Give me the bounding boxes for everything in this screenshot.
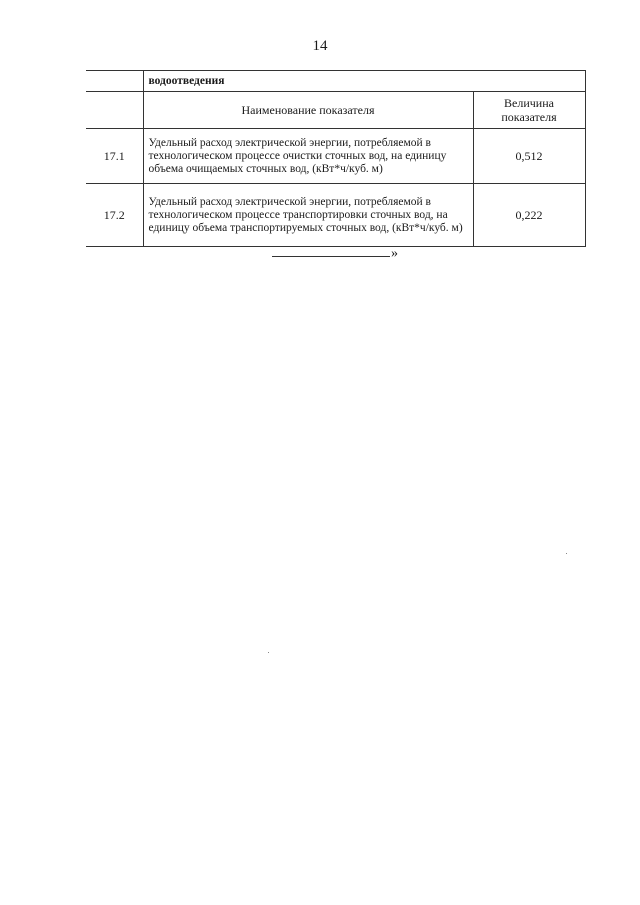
section-title: водоотведения: [143, 71, 585, 92]
page-number: 14: [312, 38, 328, 54]
header-num-cell: [86, 92, 143, 129]
closing-line: [272, 246, 390, 257]
table-row: [86, 184, 585, 247]
row-indicator-name: Удельный расход электрической энергии, потребляемой в технологическом процессе транспортировки сточных вод, на единицу объема транспортируемых сточных вод, (кВт*ч/куб. м): [143, 184, 473, 247]
row-indicator-name: Удельный расход электрической энергии, потребляемой в технологическом процессе очистки сточных вод, на единицу объема очищаемых сточных вод, (кВт*ч/куб. м): [143, 129, 473, 184]
scan-speck: [268, 652, 269, 653]
header-name: Наименование показателя: [143, 92, 473, 129]
header-value: Величина показателя: [473, 92, 585, 129]
indicator-table: [86, 70, 586, 247]
closing-quote: »: [391, 246, 398, 261]
row-number: 17.1: [86, 129, 143, 184]
table-row: [86, 129, 585, 184]
closing-mark: [272, 245, 398, 262]
row-indicator-value: 0,512: [473, 129, 585, 184]
scan-speck: [566, 553, 567, 554]
row-number: 17.2: [86, 184, 143, 247]
row-indicator-value: 0,222: [473, 184, 585, 247]
section-row: [86, 71, 585, 92]
section-num-cell: [86, 71, 143, 92]
header-row: [86, 92, 585, 129]
